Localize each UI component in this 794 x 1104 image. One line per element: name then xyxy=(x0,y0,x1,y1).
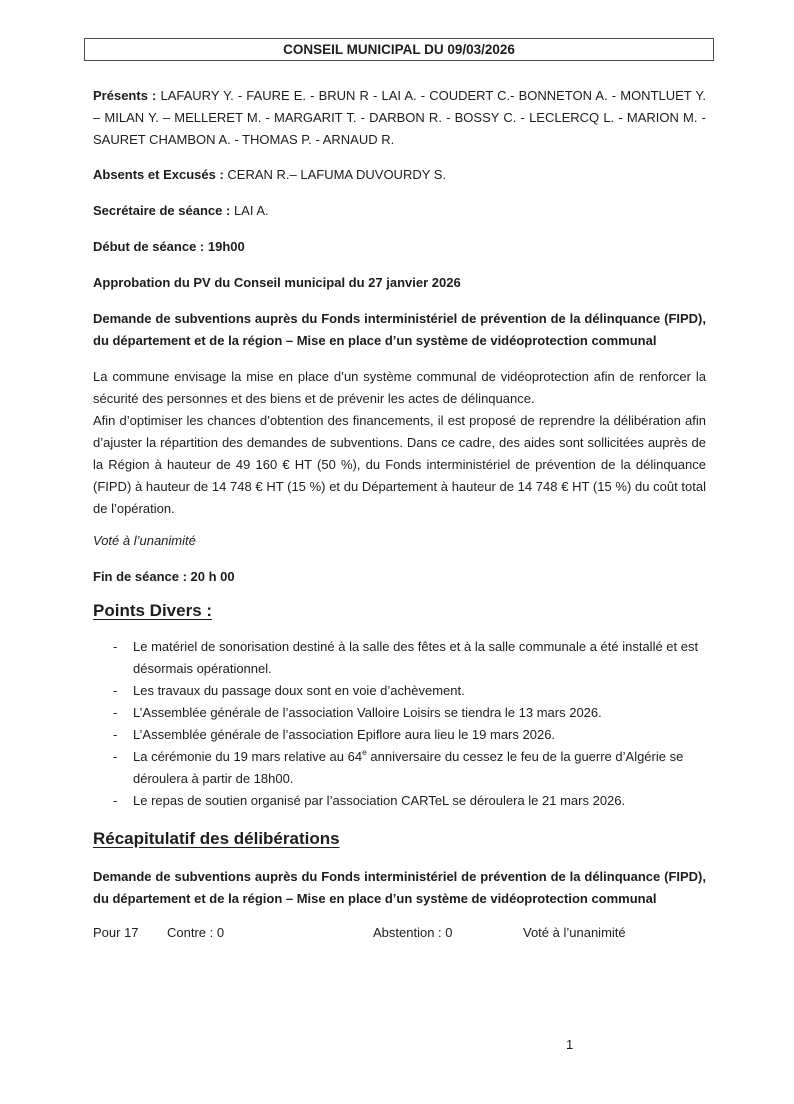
secretary-paragraph xyxy=(93,200,706,222)
presents-names: LAFAURY Y. - FAURE E. - BRUN R - LAI A. - COUDERT C.- BONNETON A. - MONTLUET Y. – MILAN Y. – MELLERET M. - MARGARIT T. - DARBON R. - BOSSY C. - LECLERCQ L. - MARION M. - SAURET CHAMBON A. - THOMAS P. - ARNAUD R. xyxy=(93,88,706,147)
session-end: Fin de séance : 20 h 00 xyxy=(93,569,235,584)
meeting-title: CONSEIL MUNICIPAL DU 09/03/2026 xyxy=(283,42,515,57)
secretary-label: Secrétaire de séance : xyxy=(93,203,231,218)
list-item xyxy=(93,636,706,680)
vote-row xyxy=(93,922,706,944)
list-item xyxy=(93,702,706,724)
vote-contre: Contre : 0 xyxy=(167,925,225,940)
list-item-text: Les travaux du passage doux sont en voie d’achèvement. xyxy=(133,683,465,698)
session-start: Début de séance : 19h00 xyxy=(93,239,245,254)
deliberation-body-1: La commune envisage la mise en place d’un système communal de vidéoprotection afin de renforcer la sécurité des personnes et des biens et de prévenir les actes de délinquance. xyxy=(93,369,706,406)
list-item xyxy=(93,724,706,746)
recap-heading: Récapitulatif des délibérations xyxy=(93,829,340,848)
list-item-text: Le repas de soutien organisé par l’association CARTeL se déroulera le 21 mars 2026. xyxy=(133,793,626,808)
presents-paragraph xyxy=(93,85,706,151)
meeting-title-box xyxy=(84,38,714,61)
points-divers-heading: Points Divers : xyxy=(93,601,213,620)
vote-unanimous: Voté à l’unanimité xyxy=(93,533,196,548)
list-item-text: Le matériel de sonorisation destiné à la salle des fêtes et à la salle communale a été installé et est désormais opérationnel. xyxy=(133,639,699,676)
vote-abstention: Abstention : 0 xyxy=(373,925,453,940)
secretary-name: LAI A. xyxy=(233,203,269,218)
bullet-dash: - xyxy=(113,683,118,698)
recap-deliberation-title: Demande de subventions auprès du Fonds interministériel de prévention de la délinquance (FIPD), du département et de la région – Mise en place d’un système de vidéoprotection communal xyxy=(93,869,706,906)
list-item xyxy=(93,746,706,790)
bullet-dash: - xyxy=(113,727,118,742)
presents-label: Présents : xyxy=(93,88,157,103)
list-item xyxy=(93,790,706,812)
list-item-text: L’Assemblée générale de l’association Valloire Loisirs se tiendra le 13 mars 2026. xyxy=(133,705,602,720)
bullet-dash: - xyxy=(113,749,118,764)
pv-approval: Approbation du PV du Conseil municipal du 27 janvier 2026 xyxy=(93,275,461,290)
absents-label: Absents et Excusés : xyxy=(93,167,224,182)
list-item xyxy=(93,680,706,702)
page-number: 1 xyxy=(566,1037,574,1052)
bullet-dash: - xyxy=(113,639,118,654)
list-item-text: La cérémonie du 19 mars relative au 64 xyxy=(133,749,363,764)
vote-pour: Pour 17 xyxy=(93,925,139,940)
deliberation-title: Demande de subventions auprès du Fonds interministériel de prévention de la délinquance (FIPD), du département et de la région – Mise en place d’un système de vidéoprotection communal xyxy=(93,311,706,348)
vote-result: Voté à l’unanimité xyxy=(523,925,626,940)
list-item-text: anniversaire du cessez le feu de la guerre d’Algérie se déroulera à partir de 18h00. xyxy=(133,749,684,786)
bullet-dash: - xyxy=(113,793,118,808)
deliberation-body-2: Afin d’optimiser les chances d’obtention des financements, il est proposé de reprendre la délibération afin d’ajuster la répartition des demandes de subventions. Dans ce cadre, des aides sont sollicitées auprès de la Région à hauteur de 49 160 € HT (50 %), du Fonds interministériel de prévention de la délinquance (FIPD) à hauteur de 14 748 € HT (15 %) et du Département à hauteur de 14 748 € HT (15 %) du coût total de l’opération. xyxy=(93,413,706,516)
points-divers-list xyxy=(93,636,706,812)
absents-names: CERAN R.– LAFUMA DUVOURDY S. xyxy=(227,167,447,182)
absents-paragraph xyxy=(93,164,706,186)
list-item-text: L’Assemblée générale de l’association Epiflore aura lieu le 19 mars 2026. xyxy=(133,727,556,742)
bullet-dash: - xyxy=(113,705,118,720)
superscript-ordinal: e xyxy=(362,746,367,757)
